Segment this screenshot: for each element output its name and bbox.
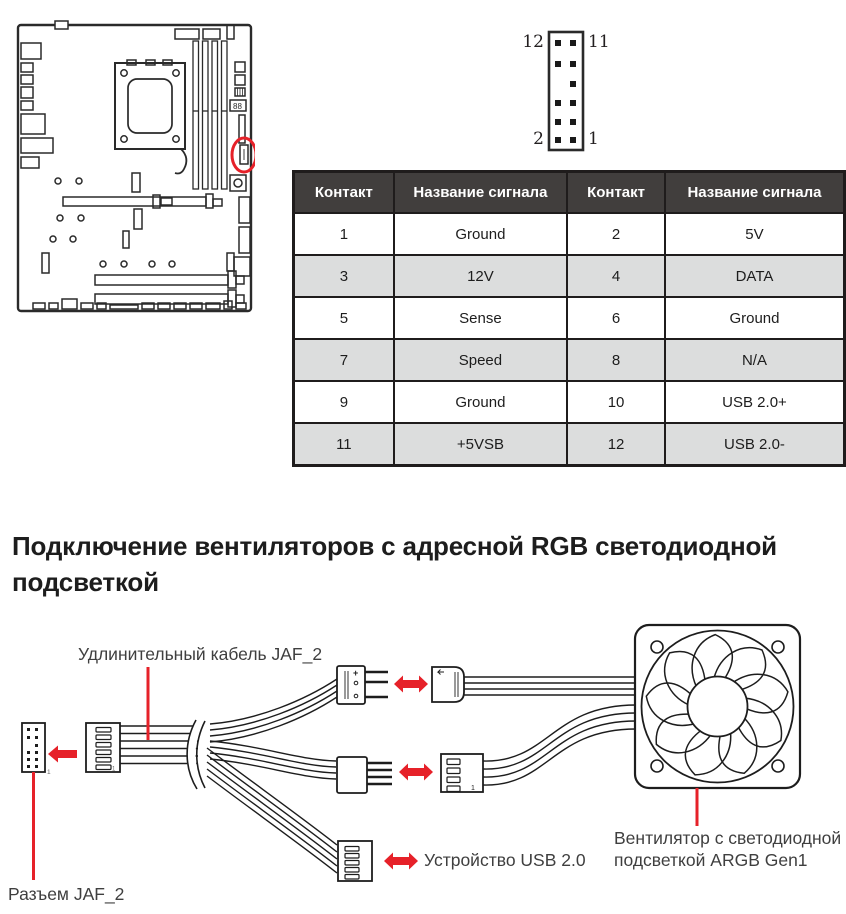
table-row: 11 +5VSB 12 USB 2.0-	[294, 423, 845, 466]
extension-cable-label: Удлинительный кабель JAF_2	[78, 644, 323, 664]
cpu-socket-icon	[115, 60, 186, 174]
pin12-label: 12	[522, 32, 544, 52]
table-header-row	[294, 172, 845, 214]
svg-text:1: 1	[112, 766, 116, 773]
col-header-signal-a: Название сигнала	[394, 172, 567, 214]
col-header-pin-a: Контакт	[294, 172, 394, 214]
cable-wrap	[187, 720, 205, 789]
fan-male-connector-icon	[337, 757, 392, 793]
argb-male-connector-icon	[337, 666, 388, 704]
board-line-art	[18, 21, 251, 311]
double-arrow-icon	[384, 853, 418, 870]
table-row: 3 12V 4 DATA	[294, 255, 845, 297]
dimm-slots-icon	[193, 41, 227, 189]
fan-female-connector-icon	[441, 705, 636, 792]
usb-connector-icon	[338, 841, 372, 881]
argb-fan-icon	[635, 625, 800, 788]
debug-led-display	[230, 100, 246, 111]
table-row: 9 Ground 10 USB 2.0+	[294, 381, 845, 423]
table-row: 1 Ground 2 5V	[294, 213, 845, 255]
section-heading: Подключение вентиляторов с адресной RGB светодиодной подсветкой	[12, 531, 777, 597]
motherboard-diagram	[15, 15, 255, 315]
svg-text:+: +	[353, 668, 359, 678]
extension-connector-icon	[86, 723, 120, 773]
cable-bundle	[120, 726, 198, 764]
double-arrow-icon	[399, 764, 433, 781]
table-row: 5 Sense 6 Ground	[294, 297, 845, 339]
double-arrow-icon	[394, 676, 428, 693]
fan-connection-diagram	[0, 620, 846, 914]
pinout-table	[292, 170, 846, 467]
argb-female-connector-icon	[432, 667, 636, 702]
pin1-label: 1	[588, 129, 599, 149]
jaf2-header-icon	[22, 723, 51, 776]
argb-fan-label: Вентилятор с светодиодной подсветкой ARGB Gen1	[614, 828, 842, 870]
jaf2-connector-label: Разъем JAF_2	[8, 884, 125, 904]
col-header-pin-b: Контакт	[567, 172, 665, 214]
pin11-label: 11	[588, 32, 610, 52]
col-header-signal-b: Название сигнала	[665, 172, 845, 214]
table-row: 7 Speed 8 N/A	[294, 339, 845, 381]
usb-device-label: Устройство USB 2.0	[424, 850, 586, 870]
branch-wires	[207, 679, 337, 873]
svg-text:1: 1	[47, 769, 51, 776]
pin2-label: 2	[533, 129, 544, 149]
svg-text:1: 1	[471, 785, 475, 792]
svg-text:88: 88	[233, 102, 242, 111]
left-arrow-icon	[48, 746, 77, 763]
